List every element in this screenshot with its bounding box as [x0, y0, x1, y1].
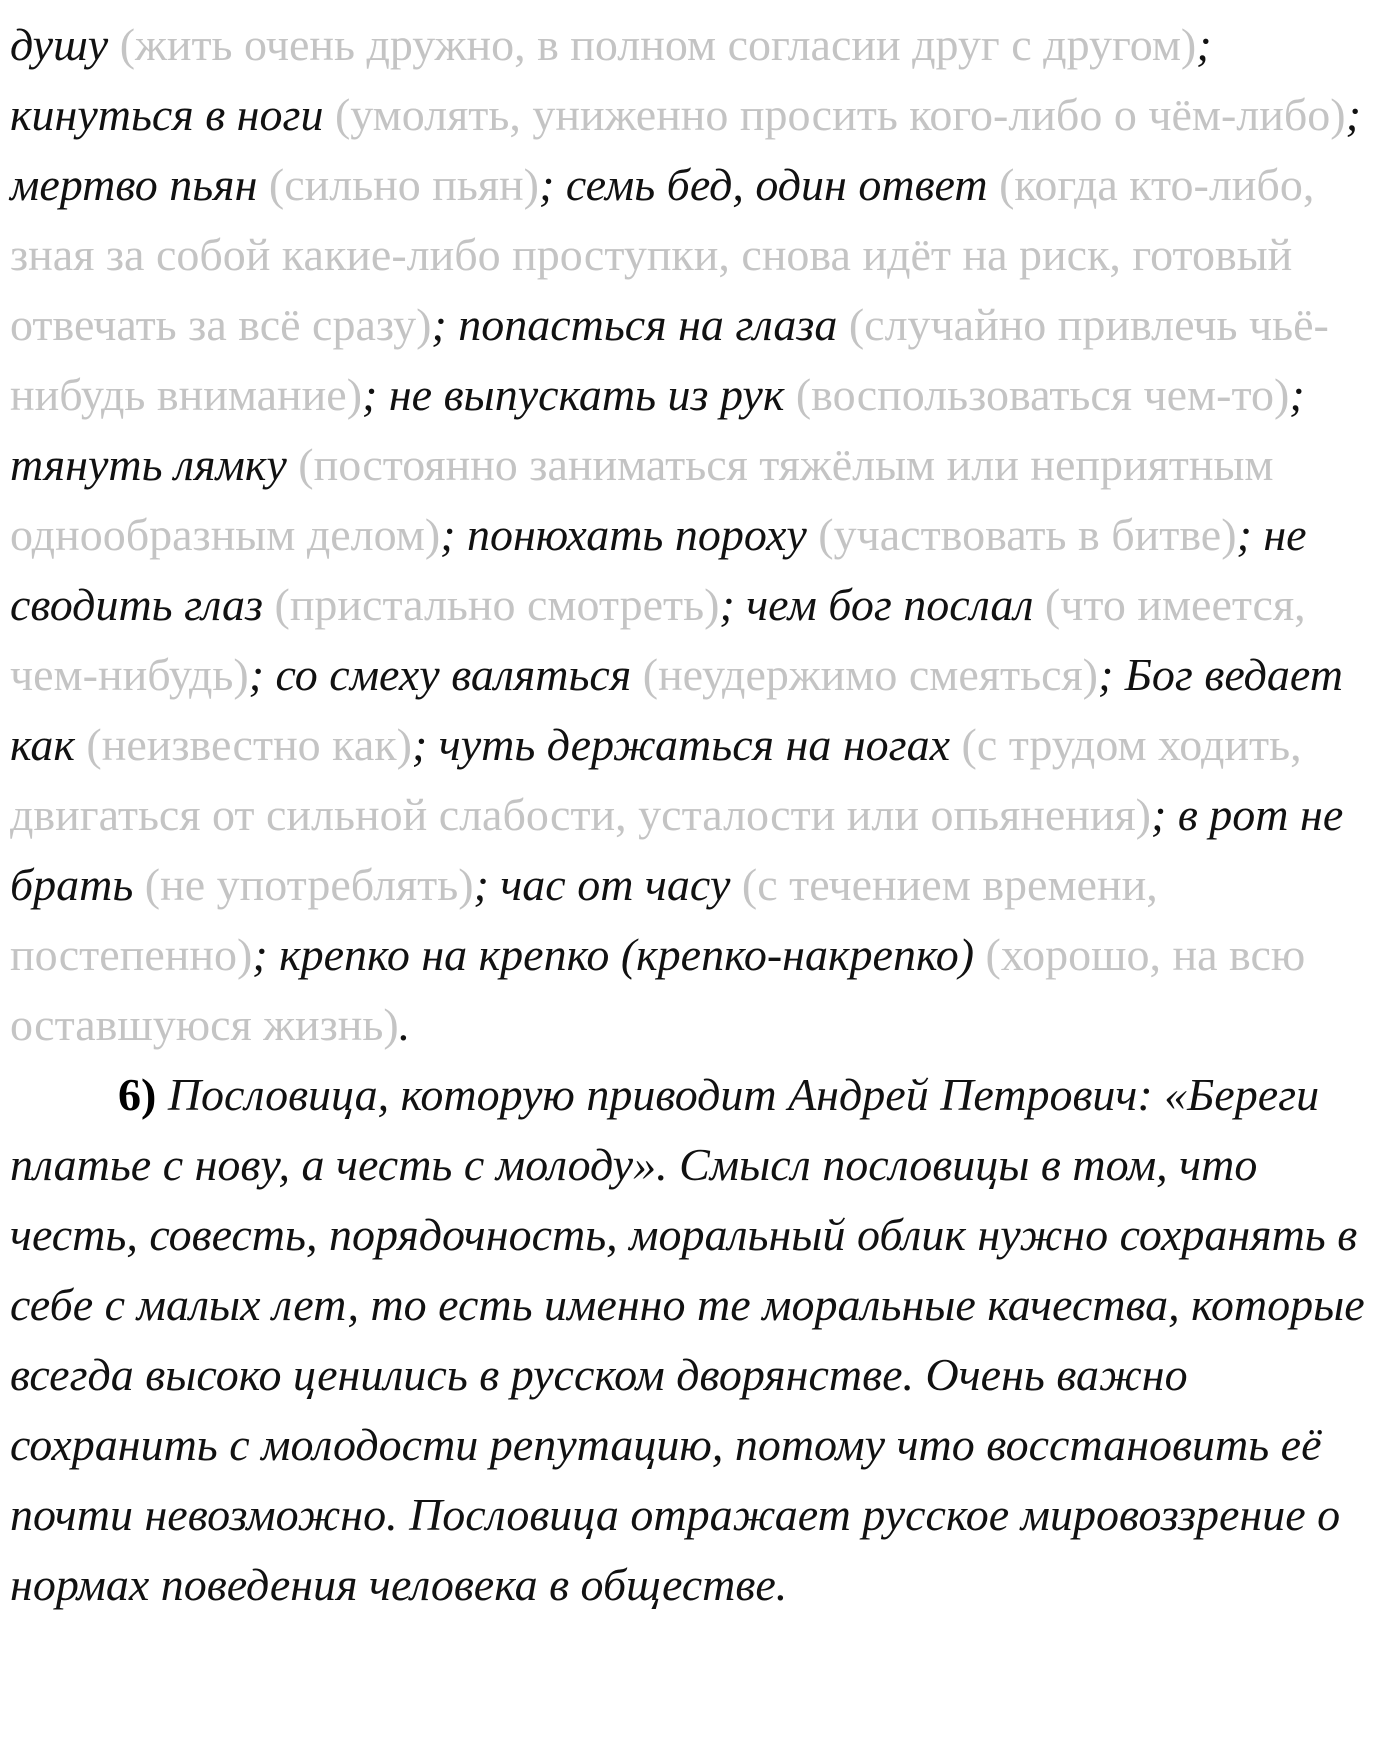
idiom-meaning: (что имеется, чем-нибудь) [10, 579, 1306, 700]
separator: ; [248, 649, 276, 700]
separator: ; [252, 929, 280, 980]
idiom-text: душу [10, 19, 109, 70]
separator: ; [538, 159, 566, 210]
idiom-text: попасться на глаза [458, 299, 838, 350]
idiom-text: чем бог послал [746, 579, 1034, 630]
separator: ; [473, 859, 501, 910]
item-number: 6) [118, 1069, 157, 1120]
idiom-meaning: (воспользоваться чем-то) [784, 369, 1290, 420]
idiom-text: чуть держаться на ногах [438, 719, 951, 770]
idiom-text: понюхать пороху [466, 509, 807, 560]
idiom-meaning: (с трудом ходить, двигаться от сильной слабости, усталости или опьянения) [10, 719, 1302, 840]
separator: ; [411, 719, 439, 770]
idiom-text: кинуться в ноги [10, 89, 324, 140]
idiom-text: семь бед, один ответ [565, 159, 988, 210]
idiom-text: Бог ведает как [10, 649, 1343, 770]
idiom-text: час от часу [500, 859, 731, 910]
idiom-meaning: (участвовать в битве) [806, 509, 1237, 560]
document-page [10, 0, 1390, 1620]
proverb-paragraph [10, 1060, 1390, 1620]
separator: ; [1345, 89, 1361, 140]
idiom-meaning: (сильно пьян) [257, 159, 539, 210]
separator: ; [1097, 649, 1125, 700]
idiom-meaning: (не употреблять) [133, 859, 474, 910]
idiom-text: в рот не брать [10, 789, 1344, 910]
idiom-text: тянуть лямку [10, 439, 287, 490]
idiom-meaning: (неудержимо смеяться) [631, 649, 1098, 700]
idiom-meaning: (неизвестно как) [74, 719, 412, 770]
separator: ; [431, 299, 459, 350]
separator: ; [1236, 509, 1264, 560]
separator: ; [719, 579, 747, 630]
idioms-paragraph [10, 10, 1390, 1060]
idiom-meaning: (постоянно заниматься тяжёлым или неприятным однообразным делом) [10, 439, 1274, 560]
idiom-text: мертво пьян [10, 159, 258, 210]
idiom-meaning: (когда кто-либо, зная за собой какие-либо проступки, снова идёт на риск, готовый отвечать за всё сразу) [10, 159, 1315, 350]
idiom-meaning: (хорошо, на всю оставшуюся жизнь) [10, 929, 1306, 1050]
idiom-text: не сводить глаз [10, 509, 1307, 630]
separator: ; [1289, 369, 1305, 420]
idiom-text: крепко на крепко (крепко-накрепко) [279, 929, 975, 980]
idiom-meaning: (жить очень дружно, в полном согласии друг с другом) [108, 19, 1197, 70]
idiom-text: со смеху валяться [275, 649, 632, 700]
separator: . [398, 999, 411, 1050]
proverb-explanation: Пословица, которую приводит Андрей Петрович: «Береги платье с нову, а честь с молоду». Смысл пословицы в том, что честь, совесть, порядочность, моральный облик нужно сохранять в себе с малых лет, то есть именно те моральные качества, которые всегда высоко ценились в русском дворянстве. Очень важно сохранить с молодости репутацию, потому что восстановить её почти невозможно. Пословица отражает русское мировоззрение о нормах поведения человека в обществе. [10, 1069, 1365, 1610]
idiom-meaning: (умолять, униженно просить кого-либо о чём-либо) [323, 89, 1346, 140]
idiom-meaning: (случайно привлечь чьё-нибудь внимание) [10, 299, 1329, 420]
separator: ; [440, 509, 467, 560]
separator: ; [362, 369, 389, 420]
idiom-text: не выпускать из рук [388, 369, 785, 420]
idiom-meaning: (с течением времени, постепенно) [10, 859, 1158, 980]
separator: ; [1151, 789, 1178, 840]
separator: ; [1196, 19, 1212, 70]
idiom-meaning: (пристально смотреть) [263, 579, 720, 630]
